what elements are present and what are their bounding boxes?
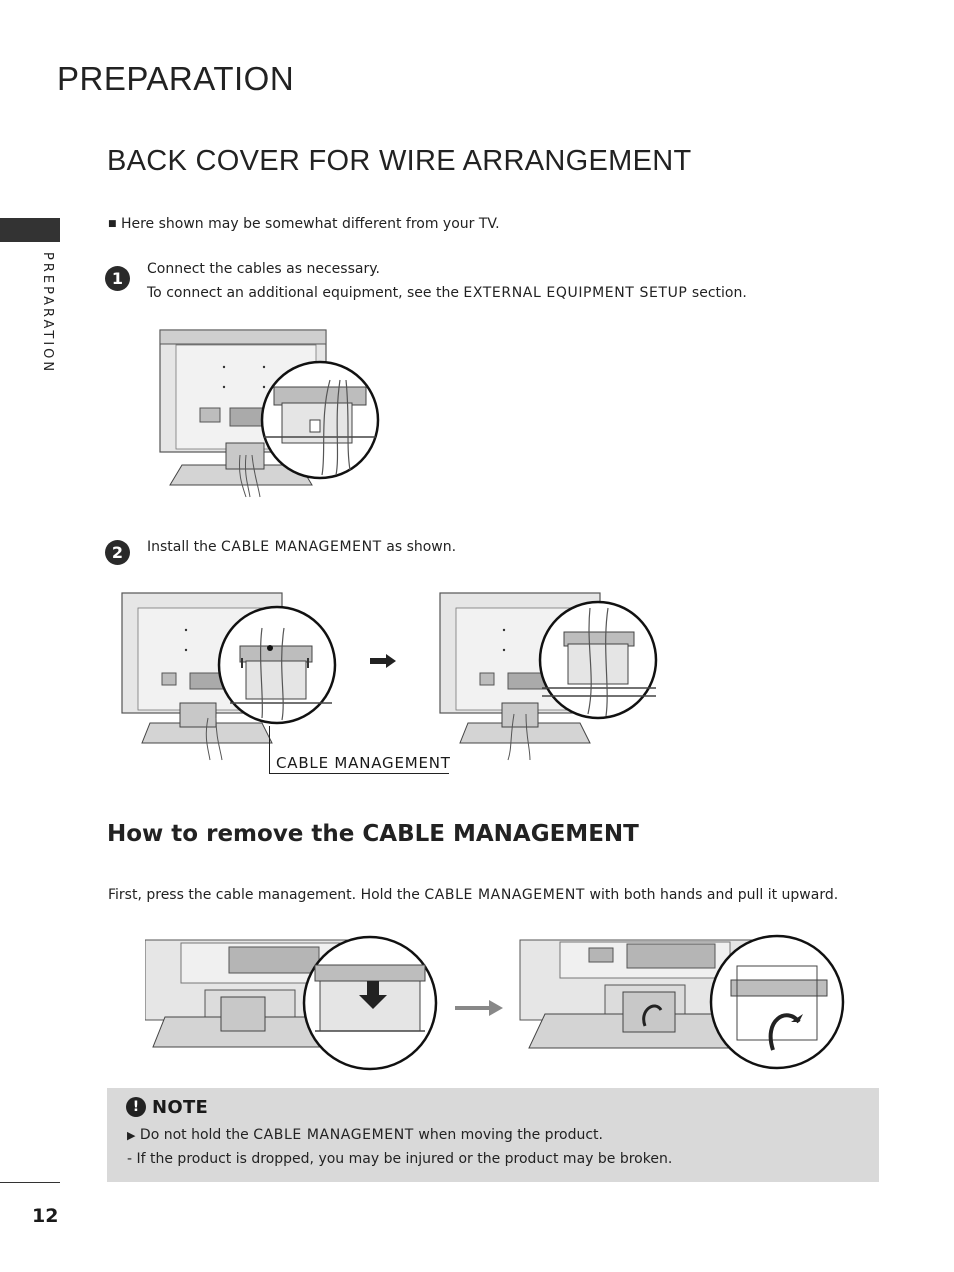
side-tab — [0, 218, 60, 242]
step-2-term: CABLE MANAGEMENT — [221, 539, 382, 555]
step-1-line-2 — [147, 285, 747, 301]
play-triangle-icon: ▶ — [127, 1129, 136, 1142]
intro-text: Here shown may be somewhat different from your TV. — [120, 216, 500, 232]
callout-line — [269, 726, 270, 774]
bullet-icon: ■ — [108, 219, 117, 229]
step-2-pre: Install the — [147, 539, 222, 555]
step-1-line-2-post: section. — [687, 285, 747, 301]
tv-back-cables-illustration — [150, 325, 390, 500]
note-line-1-term: CABLE MANAGEMENT — [253, 1127, 414, 1143]
step-1-line-2-pre: To connect an additional equipment, see the — [147, 285, 464, 301]
warning-icon: ! — [126, 1097, 146, 1117]
instruction-pre: First, press the cable management. Hold the — [108, 887, 425, 903]
section-title: BACK COVER FOR WIRE ARRANGEMENT — [107, 145, 692, 177]
instruction-post: with both hands and pull it upward. — [585, 887, 839, 903]
remove-cable-management-illustration-pull — [515, 930, 850, 1075]
step-2-post: as shown. — [381, 539, 457, 555]
tv-back-install-illustration-before — [112, 588, 342, 763]
right-arrow-icon — [370, 654, 396, 668]
right-arrow-icon-2 — [455, 1000, 503, 1016]
cable-management-callout: CABLE MANAGEMENT — [276, 754, 451, 772]
step-2-badge: 2 — [105, 540, 130, 565]
note-line-2: - If the product is dropped, you may be injured or the product may be broken. — [127, 1151, 673, 1167]
intro-note — [108, 216, 500, 232]
page-header-title: PREPARATION — [57, 60, 295, 97]
note-title: NOTE — [152, 1097, 209, 1118]
instruction-term: CABLE MANAGEMENT — [424, 887, 586, 903]
tv-back-install-illustration-after — [430, 588, 665, 763]
side-section-label: PREPARATION — [40, 252, 55, 375]
step-1-badge: 1 — [105, 266, 130, 291]
external-equipment-setup-link[interactable]: EXTERNAL EQUIPMENT SETUP — [463, 285, 688, 301]
footer-rule — [0, 1182, 60, 1183]
page-number: 12 — [32, 1205, 59, 1227]
remove-cable-management-illustration-press — [145, 935, 445, 1075]
step-1-line-1: Connect the cables as necessary. — [147, 261, 380, 277]
step-2-text — [147, 539, 456, 555]
callout-underline — [269, 773, 449, 774]
note-line-1-pre: Do not hold the — [139, 1127, 254, 1143]
how-to-remove-title: How to remove the CABLE MANAGEMENT — [107, 821, 639, 847]
note-line-1 — [127, 1127, 603, 1143]
how-to-remove-instruction — [108, 887, 838, 903]
note-line-1-post: when moving the product. — [413, 1127, 603, 1143]
